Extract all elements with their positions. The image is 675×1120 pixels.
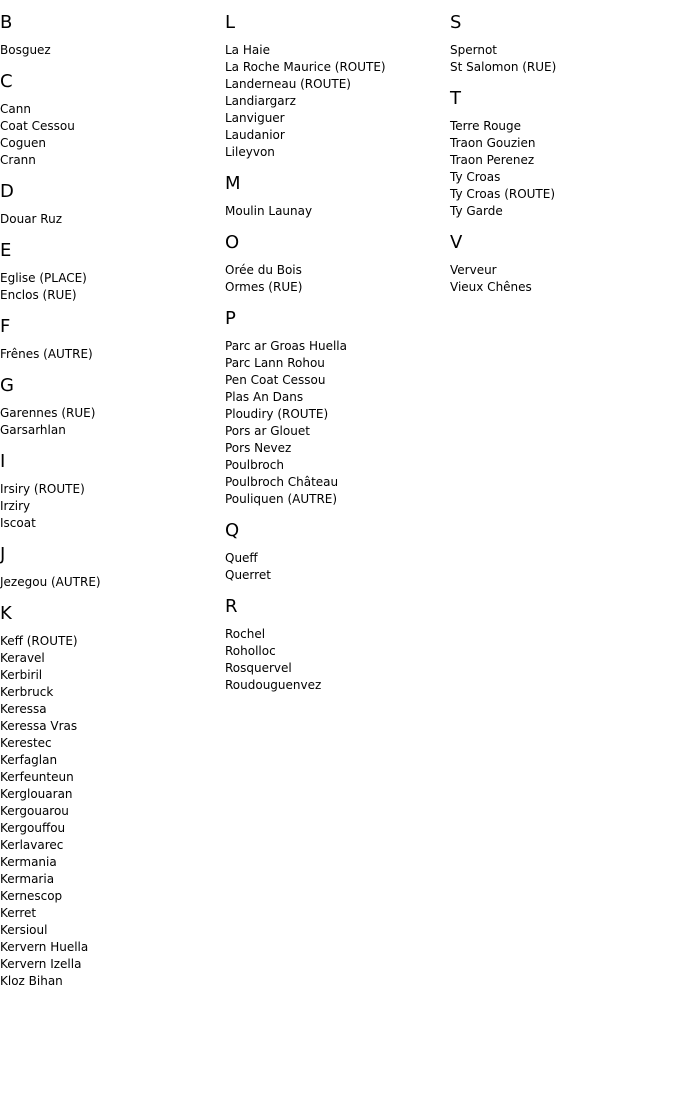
letter-group-o (225, 232, 450, 296)
letter-heading: O (225, 232, 240, 253)
letter-group-r (225, 596, 450, 694)
street-link[interactable]: Kerret (0, 906, 37, 920)
letter-heading: T (450, 88, 461, 109)
letter-group-e (0, 240, 225, 304)
street-link[interactable]: Keressa (0, 702, 47, 716)
street-link[interactable]: Garsarhlan (0, 423, 66, 437)
street-link[interactable]: Plas An Dans (225, 390, 304, 404)
street-list (225, 550, 450, 584)
street-list (0, 270, 225, 304)
letter-heading: F (0, 316, 11, 337)
street-link[interactable]: Spernot (450, 43, 497, 57)
street-link[interactable]: Kerbiril (0, 668, 43, 682)
letter-group-m (225, 173, 450, 220)
street-link[interactable]: Querret (225, 568, 271, 582)
street-list (450, 262, 675, 296)
street-link[interactable]: Kerfaglan (0, 753, 58, 767)
street-link[interactable]: Ty Garde (450, 204, 503, 218)
street-link[interactable]: Jezegou (AUTRE) (0, 575, 101, 589)
street-link[interactable]: Frênes (AUTRE) (0, 347, 93, 361)
street-link[interactable]: Vieux Chênes (450, 280, 532, 294)
street-link[interactable]: Landerneau (ROUTE) (225, 77, 351, 91)
letter-group-f (0, 316, 225, 363)
letter-heading: J (0, 544, 6, 565)
street-link[interactable]: Coguen (0, 136, 46, 150)
letter-heading: P (225, 308, 236, 329)
street-link[interactable]: Kersioul (0, 923, 48, 937)
street-link[interactable]: Kermaria (0, 872, 55, 886)
street-list (0, 405, 225, 439)
street-link[interactable]: Irziry (0, 499, 31, 513)
street-link[interactable]: Pors ar Glouet (225, 424, 310, 438)
street-link[interactable]: Enclos (RUE) (0, 288, 77, 302)
street-link[interactable]: Ty Croas (450, 170, 501, 184)
street-link[interactable]: Cann (0, 102, 31, 116)
letter-group-g (0, 375, 225, 439)
street-list (225, 203, 450, 220)
letter-group-p (225, 308, 450, 508)
street-link[interactable]: Rochel (225, 627, 266, 641)
street-link[interactable]: Poulbroch Château (225, 475, 339, 489)
letter-group-s (450, 12, 675, 76)
street-link[interactable]: Keff (ROUTE) (0, 634, 78, 648)
street-link[interactable]: Ploudiry (ROUTE) (225, 407, 329, 421)
letter-group-j (0, 544, 225, 591)
street-link[interactable]: Kerfeunteun (0, 770, 74, 784)
street-list (0, 481, 225, 532)
letter-heading: Q (225, 520, 240, 541)
street-link[interactable]: Moulin Launay (225, 204, 313, 218)
street-link[interactable]: Laudanior (225, 128, 285, 142)
street-link[interactable]: La Haie (225, 43, 270, 57)
street-link[interactable]: Lileyvon (225, 145, 275, 159)
index-column-1 (0, 0, 225, 1002)
street-list (0, 101, 225, 169)
street-link[interactable]: Pors Nevez (225, 441, 292, 455)
letter-group-i (0, 451, 225, 532)
street-link[interactable]: Kergouffou (0, 821, 66, 835)
street-link[interactable]: Roudouguenvez (225, 678, 322, 692)
street-link[interactable]: Ty Croas (ROUTE) (450, 187, 556, 201)
street-link[interactable]: Garennes (RUE) (0, 406, 96, 420)
letter-heading: K (0, 603, 12, 624)
street-link[interactable]: Lanviguer (225, 111, 285, 125)
street-link[interactable]: Rosquervel (225, 661, 292, 675)
index-column-3 (450, 0, 675, 308)
street-link[interactable]: Keressa Vras (0, 719, 78, 733)
street-link[interactable]: Kerglouaran (0, 787, 73, 801)
letter-heading: L (225, 12, 236, 33)
street-list (225, 262, 450, 296)
street-list (0, 574, 225, 591)
street-link[interactable]: Verveur (450, 263, 497, 277)
street-link[interactable]: Roholloc (225, 644, 276, 658)
street-link[interactable]: Kerestec (0, 736, 52, 750)
street-link[interactable]: Ormes (RUE) (225, 280, 303, 294)
letter-group-d (0, 181, 225, 228)
street-link[interactable]: Kerbruck (0, 685, 54, 699)
letter-heading: D (0, 181, 14, 202)
street-list (0, 211, 225, 228)
letter-heading: C (0, 71, 13, 92)
street-link[interactable]: Kervern Huella (0, 940, 89, 954)
street-link[interactable]: Bosguez (0, 43, 51, 57)
street-list (0, 346, 225, 363)
letter-heading: B (0, 12, 13, 33)
street-link[interactable]: Queff (225, 551, 258, 565)
street-link[interactable]: Landiargarz (225, 94, 296, 108)
street-link[interactable]: Kloz Bihan (0, 974, 63, 988)
letter-heading: M (225, 173, 241, 194)
index-column-2 (225, 0, 450, 706)
letter-group-l (225, 12, 450, 161)
street-link[interactable]: La Roche Maurice (ROUTE) (225, 60, 386, 74)
street-link[interactable]: Orée du Bois (225, 263, 302, 277)
letter-heading: S (450, 12, 462, 33)
street-link[interactable]: Crann (0, 153, 36, 167)
letter-group-b (0, 12, 225, 59)
street-list (225, 626, 450, 694)
letter-group-q (225, 520, 450, 584)
street-link[interactable]: Irsiry (ROUTE) (0, 482, 85, 496)
street-list (450, 118, 675, 220)
letter-heading: E (0, 240, 12, 261)
street-link[interactable]: Eglise (PLACE) (0, 271, 87, 285)
letter-group-v (450, 232, 675, 296)
letter-group-c (0, 71, 225, 169)
street-list (0, 42, 225, 59)
street-link[interactable]: Traon Gouzien (450, 136, 536, 150)
street-link[interactable]: St Salomon (RUE) (450, 60, 557, 74)
street-link[interactable]: Keravel (0, 651, 45, 665)
street-link[interactable]: Kergouarou (0, 804, 69, 818)
street-list (225, 42, 450, 161)
street-link[interactable]: Pouliquen (AUTRE) (225, 492, 338, 506)
street-list (450, 42, 675, 76)
street-link[interactable]: Coat Cessou (0, 119, 75, 133)
letter-heading: G (0, 375, 14, 396)
letter-heading: R (225, 596, 238, 617)
street-link[interactable]: Douar Ruz (0, 212, 62, 226)
street-link[interactable]: Kermania (0, 855, 57, 869)
street-link[interactable]: Kervern Izella (0, 957, 82, 971)
street-link[interactable]: Traon Perenez (450, 153, 535, 167)
letter-heading: V (450, 232, 463, 253)
street-link[interactable]: Parc Lann Rohou (225, 356, 325, 370)
street-link[interactable]: Poulbroch (225, 458, 284, 472)
street-link[interactable]: Parc ar Groas Huella (225, 339, 347, 353)
street-list (225, 338, 450, 508)
letter-group-k (0, 603, 225, 990)
street-link[interactable]: Iscoat (0, 516, 36, 530)
street-list (0, 633, 225, 990)
street-link[interactable]: Kernescop (0, 889, 63, 903)
letter-heading: I (0, 451, 6, 472)
street-link[interactable]: Pen Coat Cessou (225, 373, 326, 387)
street-link[interactable]: Kerlavarec (0, 838, 64, 852)
letter-group-t (450, 88, 675, 220)
street-link[interactable]: Terre Rouge (450, 119, 522, 133)
